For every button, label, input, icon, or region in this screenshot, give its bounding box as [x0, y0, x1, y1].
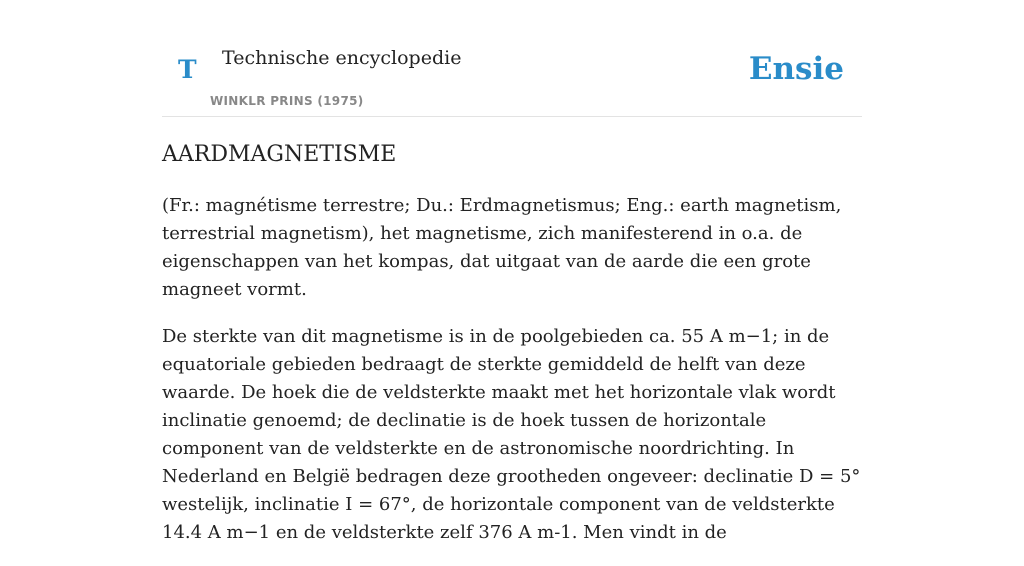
book-title-link[interactable]: Technische encyclopedie [222, 47, 462, 69]
book-header [162, 0, 862, 117]
entry-title: AARDMAGNETISME [162, 142, 397, 167]
entry-paragraph: (Fr.: magnétisme terrestre; Du.: Erdmagnetismus; Eng.: earth magnetism, terrestrial magnetism), het magnetisme, zich manifesterend in o.a. de eigenschappen van het kompas, dat uitgaat van de aarde die een grote magneet vormt. [162, 195, 842, 300]
ensie-logo-link[interactable]: Ensie [748, 51, 844, 87]
book-logo-icon[interactable]: T [178, 55, 197, 84]
entry-paragraph: De sterkte van dit magnetisme is in de poolgebieden ca. 55 A m−1; in de equatoriale gebieden bedraagt de sterkte gemiddeld de helft van deze waarde. De hoek die de veldsterkte maakt met het horizontale vlak wordt inclinatie genoemd; de declinatie is de hoek tussen de horizontale component van de veldsterkte en de astronomische noordrichting. In Nederland en België bedragen deze grootheden ongeveer: declinatie D = 5° westelijk, inclinatie I = 67°, de horizontale component van de veldsterkte 14.4 A m−1 en de veldsterkte zelf 376 A m-1. Men vindt in de [162, 326, 861, 543]
entry-body [162, 192, 862, 566]
book-source-label: WINKLR PRINS (1975) [210, 94, 364, 108]
